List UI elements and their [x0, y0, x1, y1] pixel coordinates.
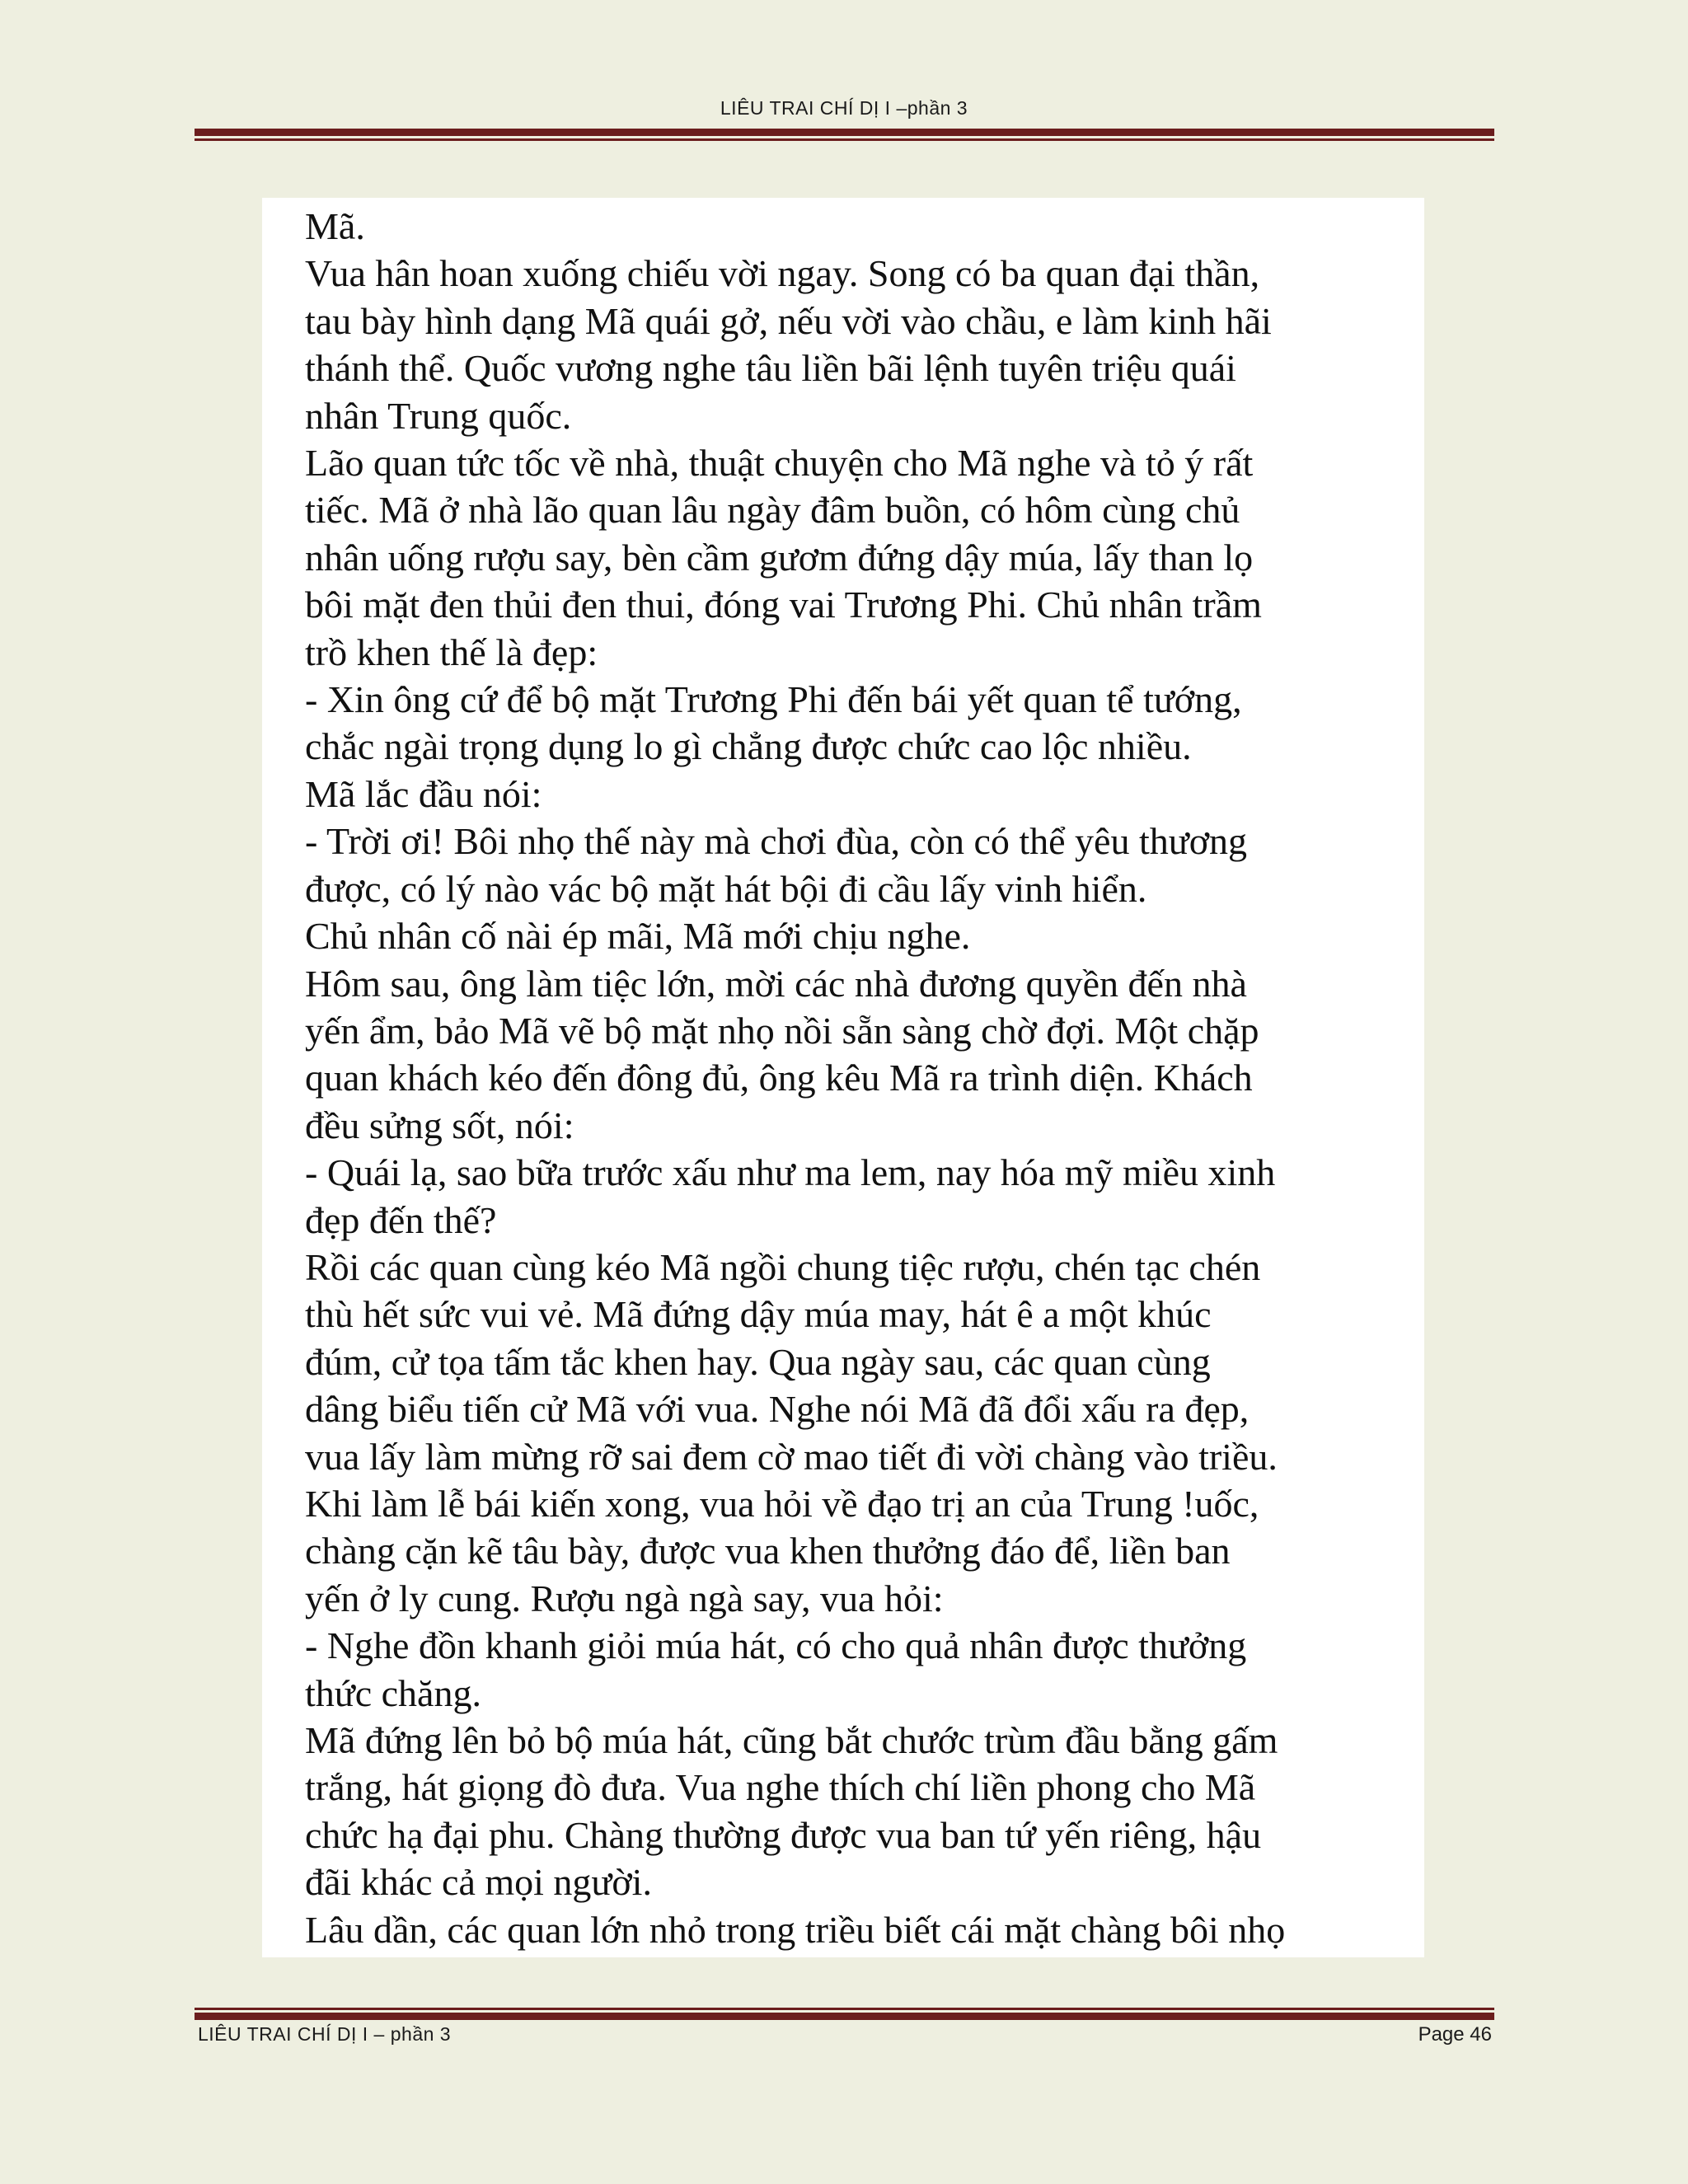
text-line: Khi làm lễ bái kiến xong, vua hỏi về đạo trị an của Trung !uốc, — [305, 1482, 1259, 1525]
text-line: vua lấy làm mừng rỡ sai đem cờ mao tiết đi vời chàng vào triều. — [305, 1435, 1278, 1478]
text-line: Lâu dần, các quan lớn nhỏ trong triều biết cái mặt chàng bôi nhọ — [305, 1908, 1286, 1951]
text-line: - Xin ông cứ để bộ mặt Trương Phi đến bái yết quan tể tướng, — [305, 678, 1242, 721]
text-line: Hôm sau, ông làm tiệc lớn, mời các nhà đương quyền đến nhà — [305, 962, 1247, 1005]
text-line: yến ở ly cung. Rượu ngà ngà say, vua hỏi: — [305, 1577, 944, 1619]
text-line: đãi khác cả mọi người. — [305, 1861, 652, 1904]
text-line: đều sửng sốt, nói: — [305, 1104, 574, 1146]
header-rule — [195, 129, 1494, 141]
text-line: Mã lắc đầu nói: — [305, 772, 542, 815]
text-line: yến ẩm, bảo Mã vẽ bộ mặt nhọ nồi sẵn sàng chờ đợi. Một chặp — [305, 1009, 1259, 1052]
text-line: tiếc. Mã ở nhà lão quan lâu ngày đâm buồn, có hôm cùng chủ — [305, 489, 1240, 532]
text-line: quan khách kéo đến đông đủ, ông kêu Mã ra trình diện. Khách — [305, 1057, 1253, 1099]
text-line: Mã đứng lên bỏ bộ múa hát, cũng bắt chước trùm đầu bằng gấm — [305, 1719, 1278, 1761]
text-line: dâng biểu tiến cử Mã với vua. Nghe nói Mã đã đổi xấu ra đẹp, — [305, 1388, 1250, 1431]
page-body — [262, 198, 1424, 1957]
text-line: trồ khen thế là đẹp: — [305, 630, 598, 673]
text-line: thù hết sức vui vẻ. Mã đứng dậy múa may, hát ê a một khúc — [305, 1293, 1212, 1336]
text-line: nhân uống rượu say, bèn cầm gươm đứng dậy múa, lấy than lọ — [305, 536, 1254, 579]
text-line: - Quái lạ, sao bữa trước xấu như ma lem, nay hóa mỹ miều xinh — [305, 1151, 1276, 1194]
text-line: chức hạ đại phu. Chàng thường được vua ban tứ yến riêng, hậu — [305, 1813, 1262, 1856]
running-footer: LIÊU TRAI CHÍ DỊ I – phần 3 — [198, 2023, 452, 2045]
text-line: thức chăng. — [305, 1671, 481, 1714]
text-line: Lão quan tức tốc về nhà, thuật chuyện cho Mã nghe và tỏ ý rất — [305, 442, 1254, 485]
text-line: được, có lý nào vác bộ mặt hát bội đi cầu lấy vinh hiển. — [305, 867, 1147, 910]
text-line: đẹp đến thế? — [305, 1198, 497, 1241]
text-line: đúm, cử tọa tấm tắc khen hay. Qua ngày sau, các quan cùng — [305, 1340, 1211, 1383]
text-line: Chủ nhân cố nài ép mãi, Mã mới chịu nghe. — [305, 915, 971, 958]
text-line: trắng, hát giọng đò đưa. Vua nghe thích chí liền phong cho Mã — [305, 1766, 1256, 1809]
text-line: Mã. — [305, 205, 365, 247]
text-line: Rồi các quan cùng kéo Mã ngồi chung tiệc rượu, chén tạc chén — [305, 1245, 1261, 1288]
text-line: bôi mặt đen thủi đen thui, đóng vai Trương Phi. Chủ nhân trầm — [305, 583, 1262, 626]
text-line: chắc ngài trọng dụng lo gì chẳng được chức cao lộc nhiều. — [305, 725, 1192, 768]
text-line: tau bày hình dạng Mã quái gở, nếu vời vào chầu, e làm kinh hãi — [305, 299, 1272, 342]
text-line: nhân Trung quốc. — [305, 394, 572, 437]
text-line: chàng cặn kẽ tâu bày, được vua khen thưởng đáo để, liền ban — [305, 1530, 1231, 1572]
text-line: thánh thể. Quốc vương nghe tâu liền bãi lệnh tuyên triệu quái — [305, 347, 1236, 390]
text-line: - Trời ơi! Bôi nhọ thế này mà chơi đùa, còn có thể yêu thương — [305, 820, 1248, 863]
footer-rule — [195, 2008, 1494, 2020]
running-header: LIÊU TRAI CHÍ DỊ I –phần 3 — [720, 97, 968, 119]
page-number: Page 46 — [1418, 2023, 1492, 2046]
text-line: Vua hân hoan xuống chiếu vời ngay. Song có ba quan đại thần, — [305, 252, 1260, 295]
text-line: - Nghe đồn khanh giỏi múa hát, có cho quả nhân được thưởng — [305, 1624, 1247, 1667]
